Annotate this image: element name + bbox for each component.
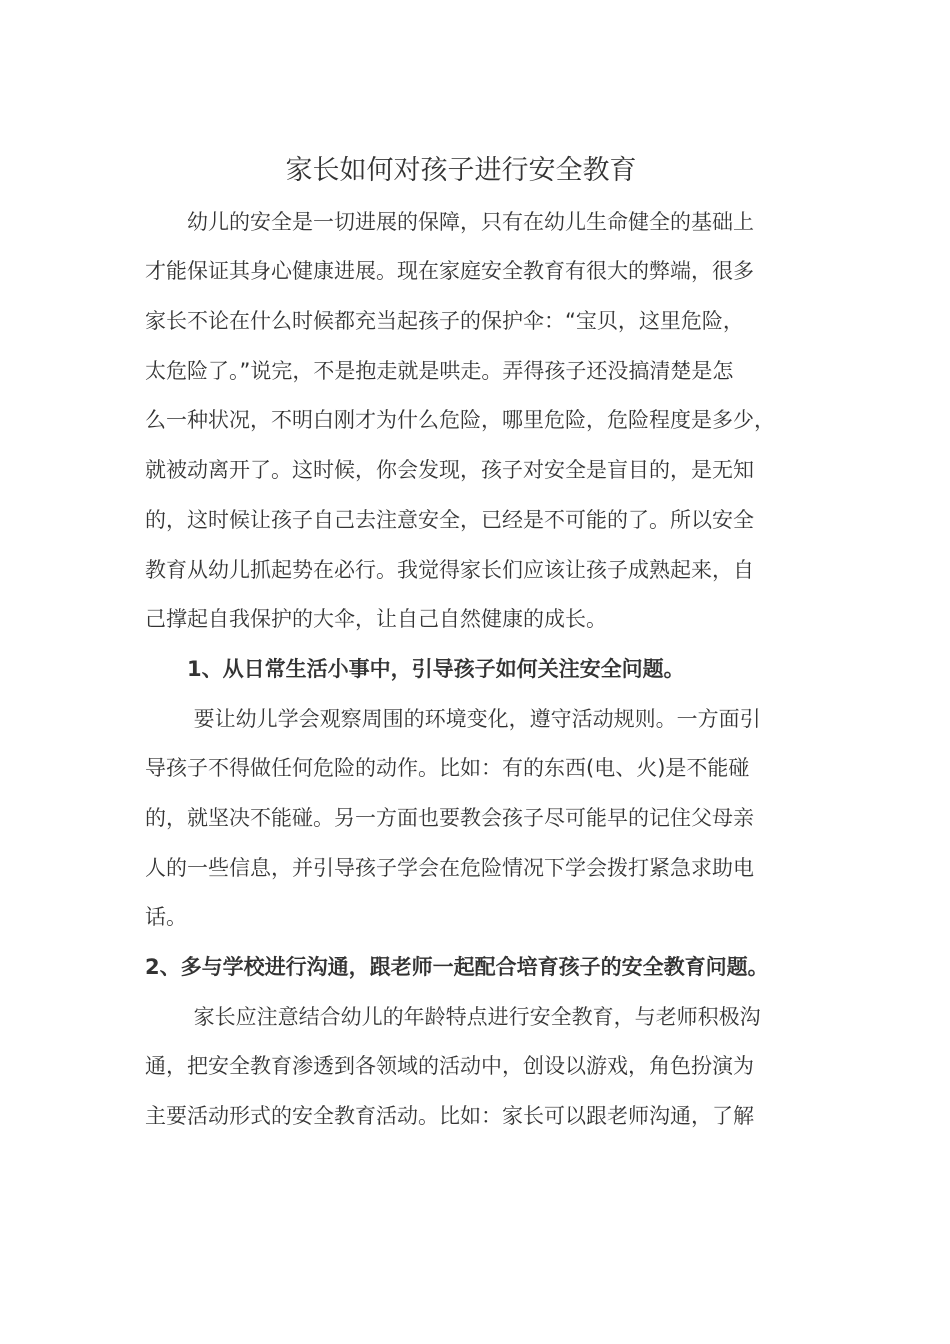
paragraph-line: 幼儿的安全是一切进展的保障，只有在幼儿生命健全的基础上 xyxy=(145,210,754,234)
document-title: 家长如何对孩子进行安全教育 xyxy=(285,155,637,186)
paragraph-line: 人的一些信息，并引导孩子学会在危险情况下学会拨打紧急求助电 xyxy=(145,856,754,880)
section-heading: 1、从日常生活小事中，引导孩子如何关注安全问题。 xyxy=(145,657,685,681)
paragraph-line: 导孩子不得做任何危险的动作。比如：有的东西(电、火)是不能碰 xyxy=(145,756,750,780)
paragraph-line: 么一种状况，不明白刚才为什么危险，哪里危险，危险程度是多少， xyxy=(145,408,775,432)
paragraph-line: 主要活动形式的安全教育活动。比如：家长可以跟老师沟通，了解 xyxy=(145,1104,754,1128)
paragraph-line: 的，这时候让孩子自己去注意安全，已经是不可能的了。所以安全 xyxy=(145,508,754,532)
paragraph-line: 要让幼儿学会观察周围的环境变化，遵守活动规则。一方面引 xyxy=(145,707,761,731)
paragraph-line: 家长不论在什么时候都充当起孩子的保护伞：“宝贝，这里危险， xyxy=(145,309,744,333)
paragraph-line: 才能保证其身心健康进展。现在家庭安全教育有很大的弊端，很多 xyxy=(145,259,754,283)
paragraph-line: 家长应注意结合幼儿的年龄特点进行安全教育，与老师积极沟 xyxy=(145,1005,761,1029)
paragraph-line: 太危险了。”说完，不是抱走就是哄走。弄得孩子还没搞清楚是怎 xyxy=(145,359,734,383)
section-heading: 2、多与学校进行沟通，跟老师一起配合培育孩子的安全教育问题。 xyxy=(145,955,769,979)
paragraph-line: 通，把安全教育渗透到各领域的活动中，创设以游戏，角色扮演为 xyxy=(145,1054,754,1078)
paragraph-line: 己撑起自我保护的大伞，让自己自然健康的成长。 xyxy=(145,607,607,631)
paragraph-line: 的，就坚决不能碰。另一方面也要教会孩子尽可能早的记住父母亲 xyxy=(145,806,754,830)
paragraph-line: 话。 xyxy=(145,905,187,929)
paragraph-line: 就被动离开了。这时候，你会发现，孩子对安全是盲目的，是无知 xyxy=(145,458,754,482)
paragraph-line: 教育从幼儿抓起势在必行。我觉得家长们应该让孩子成熟起来，自 xyxy=(145,558,754,582)
